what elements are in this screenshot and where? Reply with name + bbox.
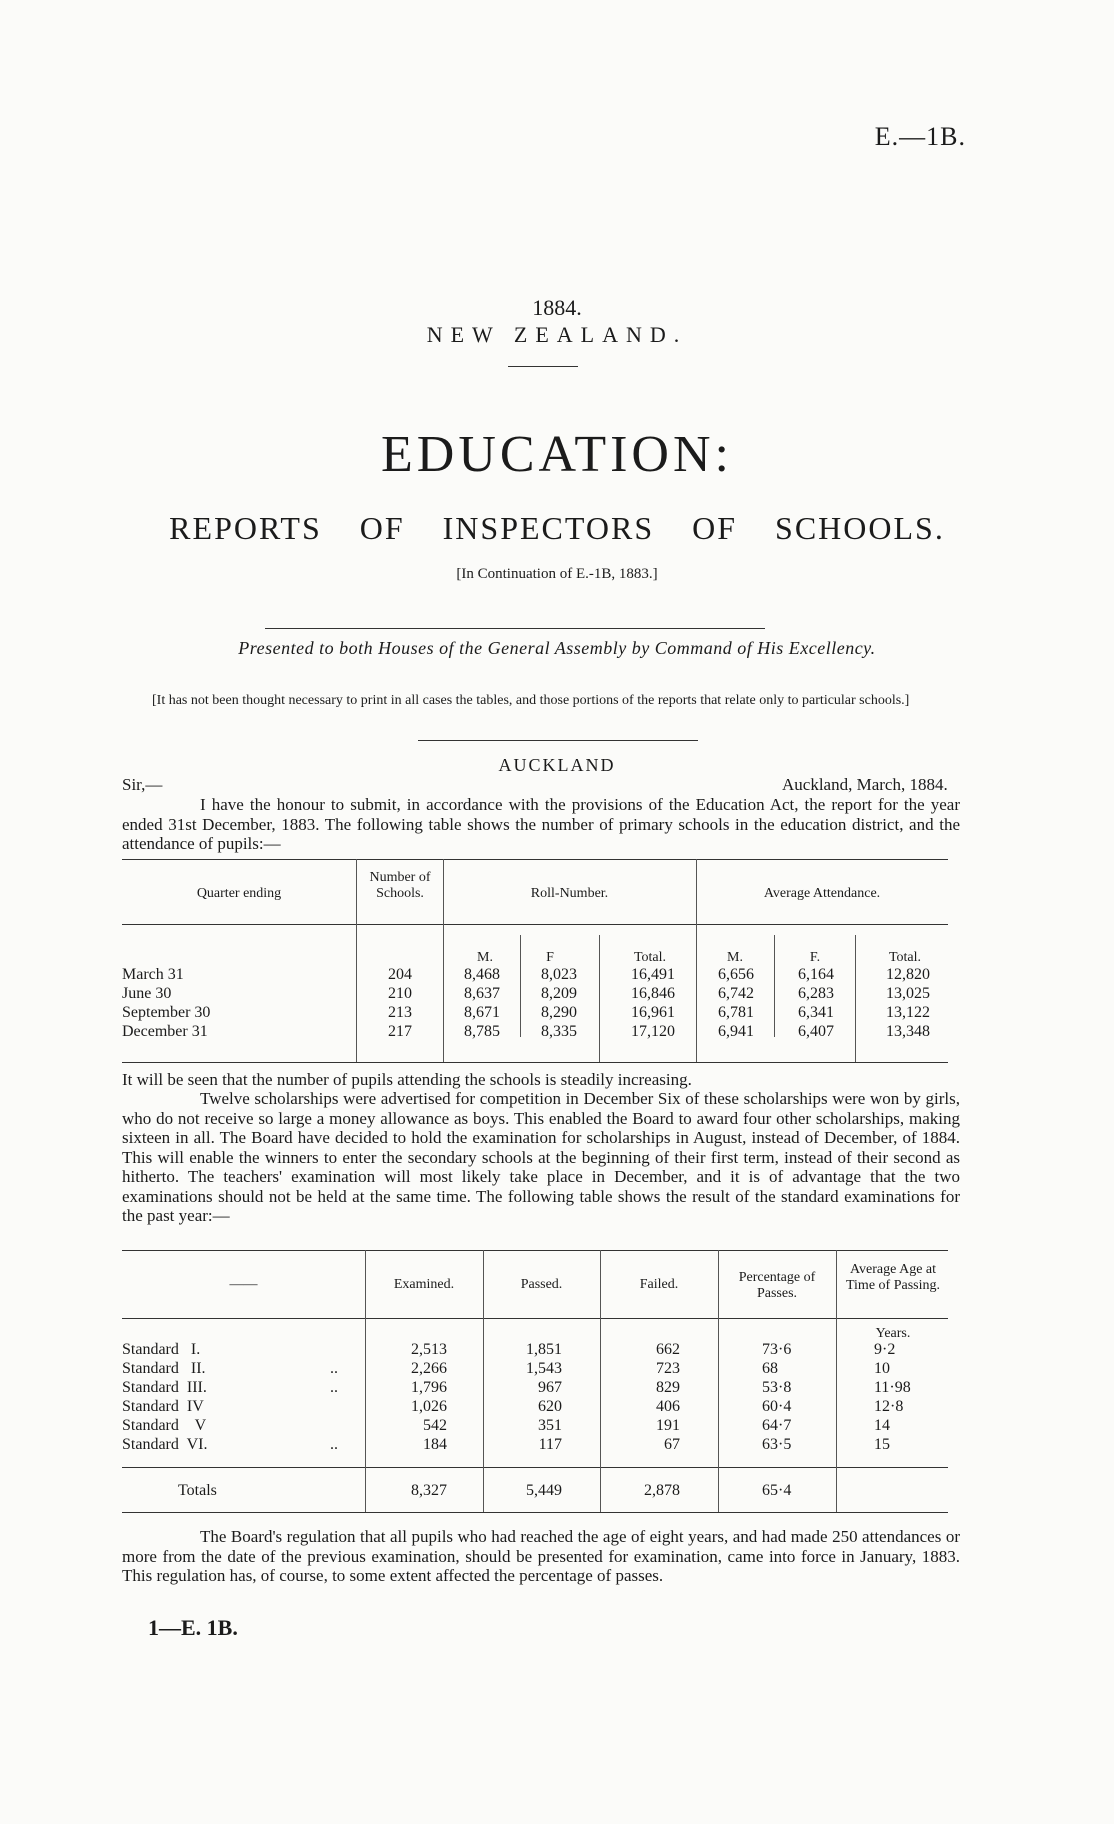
page-subtitle: REPORTS OF INSPECTORS OF SCHOOLS. bbox=[169, 510, 945, 546]
sub-header-roll-total: Total. bbox=[633, 950, 667, 965]
unit-years: Years. bbox=[875, 1326, 911, 1341]
col-header-roll: Roll-Number. bbox=[530, 886, 609, 901]
salutation: Sir,— bbox=[122, 775, 163, 794]
divider bbox=[508, 366, 578, 367]
page-reference: E.—1B. bbox=[874, 122, 966, 151]
sub-header-roll-m: M. bbox=[477, 950, 493, 965]
divider bbox=[418, 740, 698, 741]
sub-header-att-f: F. bbox=[809, 950, 821, 965]
page-title: EDUCATION: bbox=[381, 426, 733, 483]
sub-header-roll-f: F bbox=[546, 950, 554, 965]
sub-header-att-total: Total. bbox=[888, 950, 922, 965]
footer-reference: 1—E. 1B. bbox=[148, 1615, 238, 1640]
col-header-attendance: Average Attendance. bbox=[763, 886, 881, 901]
editorial-note: [It has not been thought necessary to print in all cases the tables, and those portions of the reports that relate only to particular schools.] bbox=[152, 693, 910, 708]
col-header-percentage: Percentage of Passes. bbox=[738, 1270, 816, 1301]
divider bbox=[265, 628, 765, 629]
presented-line: Presented to both Houses of the General Assembly by Command of His Excellency. bbox=[238, 638, 876, 658]
col-header-quarter: Quarter ending bbox=[196, 886, 282, 901]
sub-header-att-m: M. bbox=[727, 950, 743, 965]
col-header-age: Average Age at Time of Passing. bbox=[845, 1262, 940, 1293]
intro-paragraph: I have the honour to submit, in accordance with the provisions of the Education Act, the report for the year ended 31st December, 1883. The following table shows the number of primary schools in the education district, and the attendance of pupils:— bbox=[122, 795, 960, 853]
col-header-examined: Examined. bbox=[393, 1277, 455, 1292]
regulation-paragraph: The Board's regulation that all pupils who had reached the age of eight years, and had made 250 attendances or more from the date of the previous examination, should be presented for examination, came into force in January, 1883. This regulation has, of course, to some extent affected the percentage of passes. bbox=[122, 1527, 960, 1585]
col-header-failed: Failed. bbox=[639, 1277, 679, 1292]
report-year: 1884. bbox=[532, 295, 582, 320]
col-header-passed: Passed. bbox=[520, 1277, 563, 1292]
dateline: Auckland, March, 1884. bbox=[782, 775, 948, 794]
country-name: NEW ZEALAND. bbox=[426, 322, 688, 347]
continuation-note: [In Continuation of E.-1B, 1883.] bbox=[456, 566, 658, 582]
col-header-schools: Number of Schools. bbox=[369, 870, 431, 901]
col-header-blank: —— bbox=[229, 1277, 258, 1292]
scholarships-paragraph: Twelve scholarships were advertised for competition in December Six of these scholarships were won by girls, who do not receive so large a money allowance as boys. This enabled the Board to award four other scholarships, making sixteen in all. The Board have decided to hold the examination for scholarships in August, instead of December, of 1884. This will enable the winners to enter the secondary schools at the beginning of their first term, instead of their second as hitherto. The teachers' examination will most likely take place in December, and it is of advantage that the two examinations should not be held at the same time. The following table shows the result of the standard examinations for the past year:— bbox=[122, 1089, 960, 1225]
section-heading: AUCKLAND bbox=[498, 755, 616, 775]
increase-paragraph: It will be seen that the number of pupils attending the schools is steadily increasing. bbox=[122, 1070, 692, 1089]
